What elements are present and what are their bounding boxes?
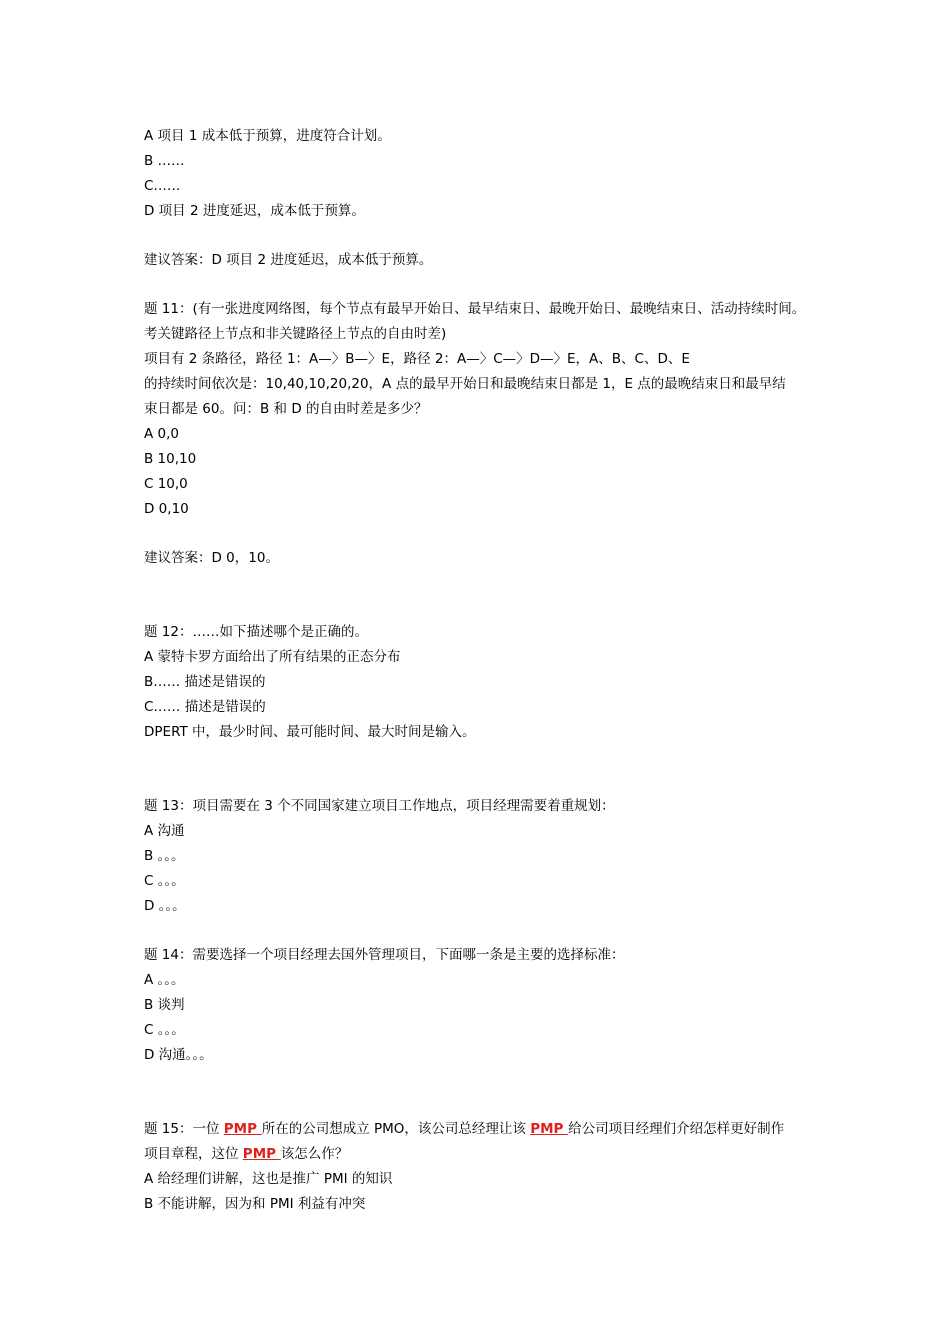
- spacer: [144, 522, 816, 546]
- q13-option-c: C 。。。: [144, 873, 185, 889]
- spacer: [144, 745, 816, 794]
- q15-text: 给公司项目经理们介绍怎样更好制作: [568, 1121, 785, 1137]
- q12-option-a: A 蒙特卡罗方面给出了所有结果的正态分布: [144, 649, 401, 665]
- q14-option-c: C 。。。: [144, 1022, 185, 1038]
- q14-option-b: B 谈判: [144, 997, 185, 1013]
- q11-option-d: D 0,10: [144, 501, 189, 517]
- q11-question-line-2: 考关键路径上节点和非关键路径上节点的自由时差): [144, 326, 447, 342]
- q15-option-b: B 不能讲解，因为和 PMI 利益有冲突: [144, 1196, 366, 1212]
- q11-question-line-4: 的持续时间依次是：10,40,10,20,20，A 点的最早开始日和最晚结束日都是 1，E 点的最晚结束日和最早结: [144, 376, 786, 392]
- spacer: [144, 273, 816, 297]
- q15-option-a: A 给经理们讲解，这也是推广 PMI 的知识: [144, 1171, 393, 1187]
- q12-question: 题 12：……如下描述哪个是正确的。: [144, 624, 368, 640]
- document-page: [144, 124, 816, 1217]
- q14-option-a: A 。。。: [144, 972, 185, 988]
- q15-text: 所在的公司想成立 PMO，该公司总经理让该: [261, 1121, 531, 1137]
- q10-option-a: A 项目 1 成本低于预算，进度符合计划。: [144, 128, 391, 144]
- q14-question: 题 14：需要选择一个项目经理去国外管理项目，下面哪一条是主要的选择标准：: [144, 947, 625, 963]
- q10-option-b: B ……: [144, 153, 185, 169]
- q14-option-d: D 沟通。。。: [144, 1047, 213, 1063]
- q11-question-line-1: 题 11：(有一张进度网络图，每个节点有最早开始日、最早结束日、最晚开始日、最晚结束日、活动持续时间。: [144, 301, 806, 317]
- pmp-link[interactable]: PMP: [242, 1146, 281, 1162]
- q11-question-line-5: 束日都是 60。问：B 和 D 的自由时差是多少？: [144, 401, 428, 417]
- q15-text: 项目章程，这位: [144, 1146, 243, 1162]
- q11-answer: 建议答案：D 0，10。: [144, 550, 279, 566]
- pmp-link[interactable]: PMP: [223, 1121, 262, 1137]
- q13-question: 题 13：项目需要在 3 个不同国家建立项目工作地点，项目经理需要着重规划：: [144, 798, 615, 814]
- q13-option-d: D 。。。: [144, 898, 186, 914]
- q12-option-b: B…… 描述是错误的: [144, 674, 266, 690]
- q12-option-c: C…… 描述是错误的: [144, 699, 266, 715]
- spacer: [144, 1068, 816, 1117]
- q11-option-b: B 10,10: [144, 451, 197, 467]
- q13-option-b: B 。。。: [144, 848, 185, 864]
- q12-option-d: DPERT 中，最少时间、最可能时间、最大时间是输入。: [144, 724, 476, 740]
- q11-option-c: C 10,0: [144, 476, 188, 492]
- q10-option-c: C……: [144, 178, 181, 194]
- spacer: [144, 571, 816, 620]
- q10-option-d: D 项目 2 进度延迟，成本低于预算。: [144, 203, 365, 219]
- q15-text: 题 15：一位: [144, 1121, 224, 1137]
- q13-option-a: A 沟通: [144, 823, 185, 839]
- q15-text: 该怎么作？: [280, 1146, 349, 1162]
- spacer: [144, 224, 816, 248]
- q15-question-line-2: [144, 1142, 816, 1167]
- q11-question-line-3: 项目有 2 条路径，路径 1：A—〉B—〉E，路径 2：A—〉C—〉D—〉E，A、B、C、D、E: [144, 351, 690, 367]
- q11-option-a: A 0,0: [144, 426, 179, 442]
- pmp-link[interactable]: PMP: [530, 1121, 569, 1137]
- spacer: [144, 919, 816, 943]
- q15-question-line-1: [144, 1117, 816, 1142]
- q10-answer: 建议答案：D 项目 2 进度延迟，成本低于预算。: [144, 252, 433, 268]
